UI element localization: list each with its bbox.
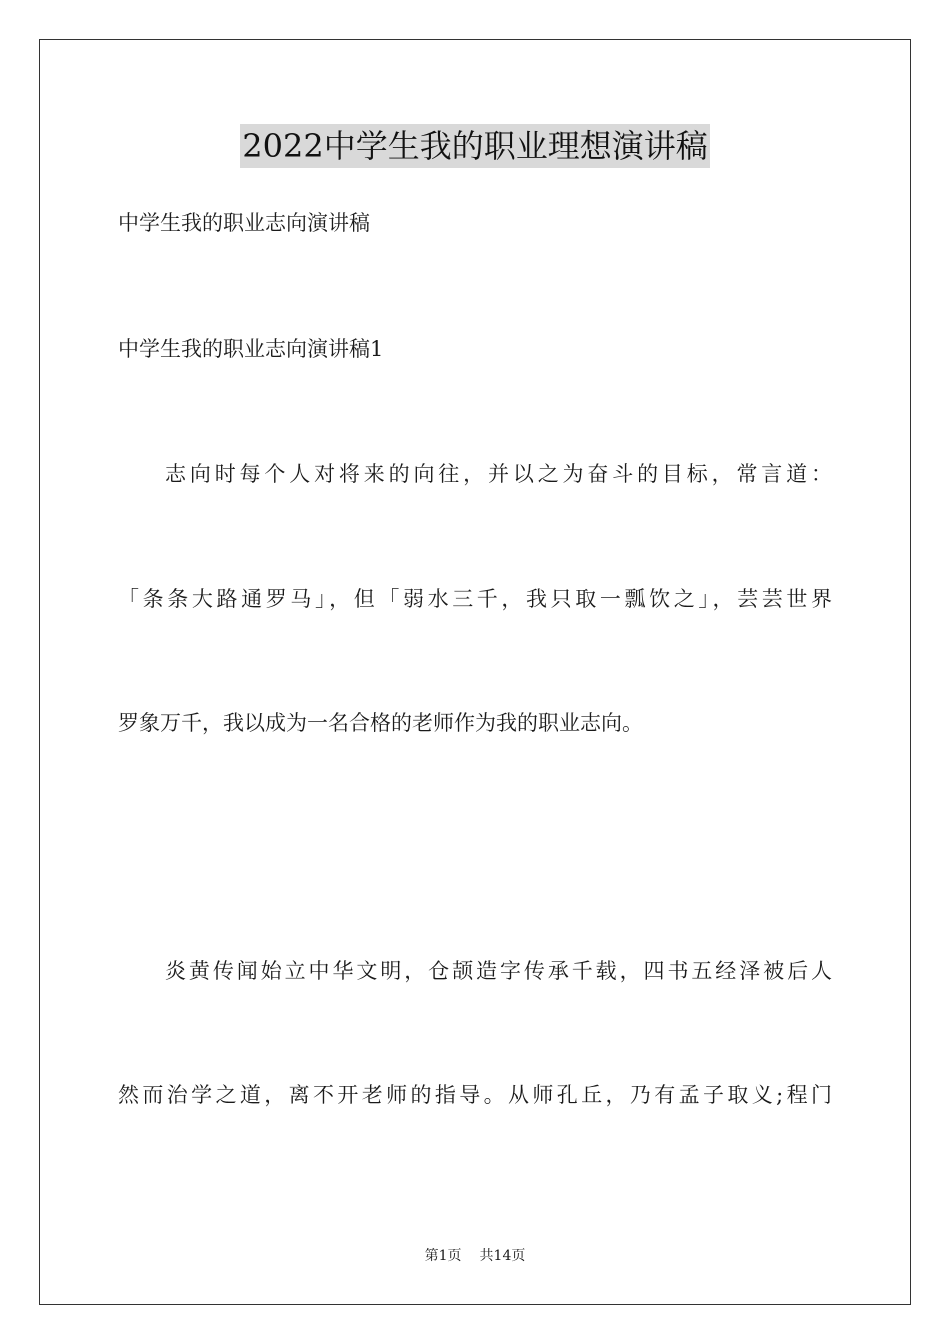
title-container — [0, 124, 950, 168]
paragraph-line: 罗象万千，我以成为一名合格的老师作为我的职业志向。 — [118, 711, 643, 735]
paragraph-line: 「条条大路通罗马」，但「弱水三千，我只取一瓢饮之」，芸芸世界 — [118, 587, 832, 611]
section-heading: 中学生我的职业志向演讲稿1 — [118, 337, 384, 361]
paragraph-line: 志向时每个人对将来的向往，并以之为奋斗的目标，常言道： — [165, 462, 832, 486]
document-title: 2022中学生我的职业理想演讲稿 — [240, 124, 709, 168]
paragraph-line: 炎黄传闻始立中华文明，仓颉造字传承千载，四书五经泽被后人 — [165, 959, 832, 983]
paragraph-line: 然而治学之道，离不开老师的指导。从师孔丘，乃有孟子取义;程门 — [118, 1083, 832, 1107]
page-total: 共14页 — [479, 1248, 526, 1264]
page-footer — [0, 1246, 950, 1266]
page-number: 第1页 — [424, 1248, 462, 1264]
subtitle-line: 中学生我的职业志向演讲稿 — [118, 211, 370, 235]
